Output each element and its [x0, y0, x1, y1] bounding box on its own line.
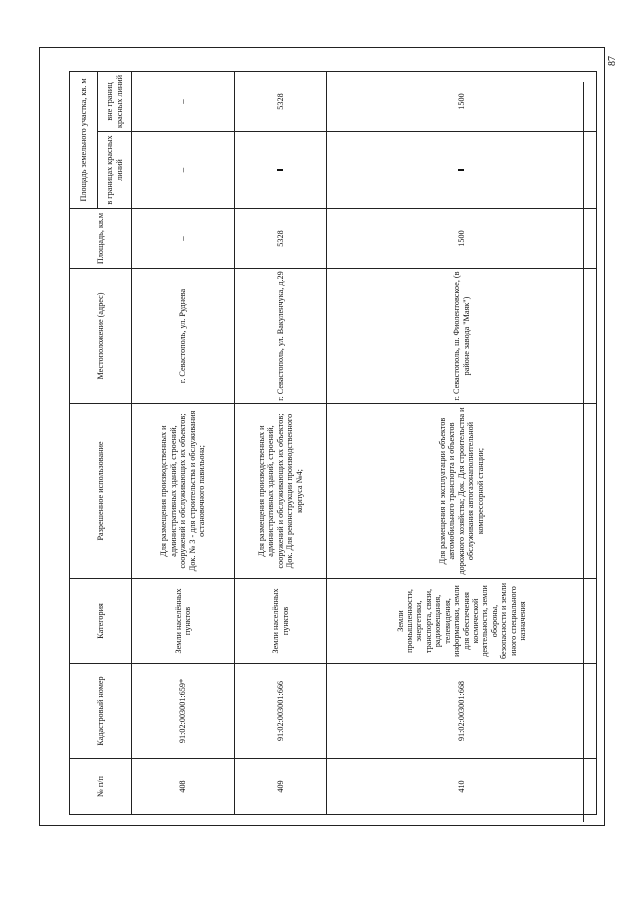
cell-category: Земли населённых пунктов: [235, 579, 327, 664]
table-container: [69, 72, 596, 815]
header-cadastral: Кадастровый номер: [70, 664, 132, 759]
table-row: [132, 71, 235, 814]
cell-use: Для размещения и эксплуатации объектов автомобильного транспорта и объектов дорожного хозяйства; Док. Для строительства и обслуживания автогазонаполнительной компрессорной станции;: [327, 404, 597, 579]
header-category: Категория: [70, 579, 132, 664]
cell-inside: –: [132, 132, 235, 209]
cell-use: Для размещения производственных и административных зданий, строений, сооружений и обслуживающих их объектов; Док. Для реконструкции производственного корпуса №4;: [235, 404, 327, 579]
dash-mark: [458, 169, 464, 171]
cell-cadastral: 91:02:003001:659*: [132, 664, 235, 759]
page-number: 87: [607, 56, 618, 66]
cell-inside: [235, 132, 327, 209]
cell-num: 410: [327, 759, 597, 815]
cell-outside: 1500: [327, 71, 597, 131]
cell-area: 1500: [327, 209, 597, 269]
header-area: Площадь, кв.м: [70, 209, 132, 269]
cell-location: г. Севастополь, ул. Руднева: [132, 269, 235, 404]
cell-num: 408: [132, 759, 235, 815]
cell-area: –: [132, 209, 235, 269]
header-num: № п/п: [70, 759, 132, 815]
cell-category: Земли промышленности, энергетики, транспорта, связи, радиовещания, телевидения, информатики, земли для обеспечения космической деятельности, земли обороны, безопасности и земли иного специального назначения: [327, 579, 597, 664]
cell-num: 409: [235, 759, 327, 815]
cell-cadastral: 91:02:003001:668: [327, 664, 597, 759]
table-row: [327, 71, 597, 814]
cell-cadastral: 91:02:003001:666: [235, 664, 327, 759]
cell-location: г. Севастополь, ул. Вакуленчука, д.29: [235, 269, 327, 404]
cell-inside: [327, 132, 597, 209]
land-plots-table: [69, 71, 597, 815]
header-outside-red: вне границ красных линий: [98, 71, 132, 131]
header-location: Местоположение (адрес): [70, 269, 132, 404]
cell-area: 5328: [235, 209, 327, 269]
cell-outside: 5328: [235, 71, 327, 131]
cell-outside: –: [132, 71, 235, 131]
cell-use: Для размещения производственных и административных зданий, строений, сооружений и обслуживающих их объектов; Док. № 3 - для строительства и обслуживания остановочного павильона;: [132, 404, 235, 579]
table-row: [235, 71, 327, 814]
dash-mark: [277, 169, 283, 171]
header-use: Разрешенное использование: [70, 404, 132, 579]
cell-category: Земли населённых пунктов: [132, 579, 235, 664]
cell-location: г. Севастополь, ш. Фиолентовское, (в районе завода "Маяк"): [327, 269, 597, 404]
header-inside-red: в границах красных линий: [98, 132, 132, 209]
header-plot-area: Площадь земельного участка, кв. м: [70, 71, 98, 208]
